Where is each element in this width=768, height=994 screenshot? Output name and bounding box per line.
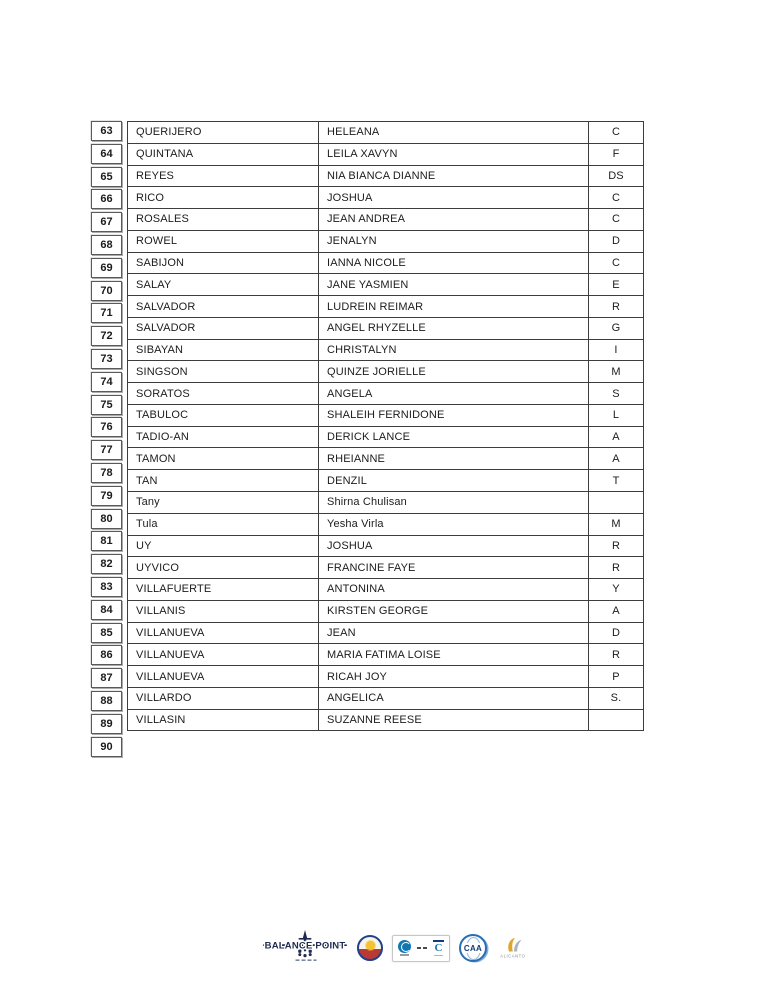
first-name-cell: JOSHUA [319, 187, 589, 209]
surname-cell: TAMON [128, 448, 319, 470]
middle-initial-cell: C [589, 252, 644, 274]
surname-cell: TABULOC [128, 404, 319, 426]
first-name-cell: Yesha Virla [319, 513, 589, 535]
row-number: 84 [91, 600, 122, 620]
row-number: 79 [91, 486, 122, 506]
balance-point-label: BALANCE POINT [264, 940, 346, 952]
surname-cell: SORATOS [128, 383, 319, 405]
row-number: 76 [91, 417, 122, 437]
row-number: 86 [91, 645, 122, 665]
row-number: 78 [91, 463, 122, 483]
middle-initial-cell: S. [589, 687, 644, 709]
row-number: 83 [91, 577, 122, 597]
first-name-cell: LUDREIN REIMAR [319, 296, 589, 318]
middle-initial-cell: P [589, 666, 644, 688]
table-row [128, 230, 644, 252]
first-name-cell: DERICK LANCE [319, 426, 589, 448]
surname-cell: VILLASIN [128, 709, 319, 731]
first-name-cell: ANGELICA [319, 687, 589, 709]
table-row [128, 165, 644, 187]
surname-cell: TAN [128, 470, 319, 492]
table-row [128, 274, 644, 296]
middle-initial-cell: Y [589, 579, 644, 601]
table-row [128, 383, 644, 405]
table-row [128, 209, 644, 231]
row-number: 89 [91, 714, 122, 734]
surname-cell: SALVADOR [128, 317, 319, 339]
surname-cell: SIBAYAN [128, 339, 319, 361]
table-row [128, 426, 644, 448]
first-name-cell: SHALEIH FERNIDONE [319, 404, 589, 426]
first-name-cell: JOSHUA [319, 535, 589, 557]
surname-cell: VILLAFUERTE [128, 579, 319, 601]
first-name-cell: Shirna Chulisan [319, 492, 589, 514]
row-number: 85 [91, 623, 122, 643]
row-number: 69 [91, 258, 122, 278]
certification-mark-icon [398, 940, 411, 956]
alicanto-label: ALICANTO [500, 953, 526, 959]
first-name-cell: RHEIANNE [319, 448, 589, 470]
table-row [128, 492, 644, 514]
middle-initial-cell: R [589, 644, 644, 666]
row-number: 80 [91, 509, 122, 529]
row-number: 73 [91, 349, 122, 369]
middle-initial-cell: L [589, 404, 644, 426]
first-name-cell: HELEANA [319, 122, 589, 144]
middle-initial-cell: R [589, 296, 644, 318]
roster-table [127, 121, 644, 731]
middle-initial-cell: M [589, 361, 644, 383]
surname-cell: SINGSON [128, 361, 319, 383]
surname-cell: VILLANUEVA [128, 622, 319, 644]
first-name-cell: ANTONINA [319, 579, 589, 601]
certification-marks-logo [392, 935, 450, 962]
surname-cell: ROWEL [128, 230, 319, 252]
middle-initial-cell: E [589, 274, 644, 296]
middle-initial-cell: A [589, 426, 644, 448]
first-name-cell: MARIA FATIMA LOISE [319, 644, 589, 666]
middle-initial-cell: R [589, 557, 644, 579]
surname-cell: VILLANIS [128, 600, 319, 622]
middle-initial-cell: S [589, 383, 644, 405]
surname-cell: REYES [128, 165, 319, 187]
surname-cell: UYVICO [128, 557, 319, 579]
surname-cell: VILLARDO [128, 687, 319, 709]
middle-initial-cell: A [589, 600, 644, 622]
row-number: 70 [91, 281, 122, 301]
middle-initial-cell: C [589, 187, 644, 209]
table-row [128, 644, 644, 666]
caa-label: CAA [463, 943, 483, 953]
middle-initial-cell [589, 709, 644, 731]
certification-c-mark-icon: C [434, 942, 443, 954]
surname-cell: VILLANUEVA [128, 644, 319, 666]
surname-cell: SABIJON [128, 252, 319, 274]
middle-initial-cell: DS [589, 165, 644, 187]
middle-initial-cell [589, 492, 644, 514]
first-name-cell: KIRSTEN GEORGE [319, 600, 589, 622]
first-name-cell: DENZIL [319, 470, 589, 492]
first-name-cell: CHRISTALYN [319, 339, 589, 361]
row-number: 81 [91, 531, 122, 551]
middle-initial-cell: A [589, 448, 644, 470]
alicanto-bird-icon [503, 937, 523, 953]
surname-cell: VILLANUEVA [128, 666, 319, 688]
row-number: 90 [91, 737, 122, 757]
table-row [128, 600, 644, 622]
table-row [128, 122, 644, 144]
balance-point-logo [262, 928, 348, 968]
row-number: 64 [91, 144, 122, 164]
first-name-cell: ANGELA [319, 383, 589, 405]
table-row [128, 317, 644, 339]
first-name-cell: JENALYN [319, 230, 589, 252]
middle-initial-cell: F [589, 143, 644, 165]
first-name-cell: NIA BIANCA DIANNE [319, 165, 589, 187]
row-number: 74 [91, 372, 122, 392]
row-number: 71 [91, 303, 122, 323]
first-name-cell: JEAN [319, 622, 589, 644]
surname-cell: QUINTANA [128, 143, 319, 165]
row-number: 77 [91, 440, 122, 460]
footer-logos [0, 924, 768, 972]
surname-cell: SALAY [128, 274, 319, 296]
row-number: 68 [91, 235, 122, 255]
first-name-cell: IANNA NICOLE [319, 252, 589, 274]
first-name-cell: JANE YASMIEN [319, 274, 589, 296]
table-row [128, 513, 644, 535]
table-row [128, 448, 644, 470]
first-name-cell: JEAN ANDREA [319, 209, 589, 231]
surname-cell: SALVADOR [128, 296, 319, 318]
row-number: 63 [91, 121, 122, 141]
middle-initial-cell: G [589, 317, 644, 339]
table-row [128, 579, 644, 601]
middle-initial-cell: D [589, 230, 644, 252]
middle-initial-cell: C [589, 122, 644, 144]
certification-divider-icon [417, 947, 427, 949]
table-row [128, 296, 644, 318]
surname-cell: Tula [128, 513, 319, 535]
airplane-icon [262, 928, 348, 968]
table-row [128, 622, 644, 644]
table-row [128, 187, 644, 209]
first-name-cell: SUZANNE REESE [319, 709, 589, 731]
row-number: 66 [91, 189, 122, 209]
table-row [128, 666, 644, 688]
first-name-cell: LEILA XAVYN [319, 143, 589, 165]
row-number: 67 [91, 212, 122, 232]
row-number: 65 [91, 167, 122, 187]
surname-cell: TADIO-AN [128, 426, 319, 448]
surname-cell: RICO [128, 187, 319, 209]
row-number: 72 [91, 326, 122, 346]
middle-initial-cell: D [589, 622, 644, 644]
row-number: 82 [91, 554, 122, 574]
middle-initial-cell: C [589, 209, 644, 231]
first-name-cell: FRANCINE FAYE [319, 557, 589, 579]
surname-cell: UY [128, 535, 319, 557]
first-name-cell: QUINZE JORIELLE [319, 361, 589, 383]
table-row [128, 687, 644, 709]
row-number: 87 [91, 668, 122, 688]
first-name-cell: RICAH JOY [319, 666, 589, 688]
middle-initial-cell: I [589, 339, 644, 361]
government-seal-icon [357, 935, 383, 961]
table-row [128, 143, 644, 165]
table-row [128, 361, 644, 383]
middle-initial-cell: T [589, 470, 644, 492]
middle-initial-cell: R [589, 535, 644, 557]
table-row [128, 339, 644, 361]
alicanto-logo [496, 937, 530, 960]
caa-logo [459, 934, 487, 962]
table-row [128, 470, 644, 492]
row-number: 88 [91, 691, 122, 711]
surname-cell: Tany [128, 492, 319, 514]
middle-initial-cell: M [589, 513, 644, 535]
table-row [128, 709, 644, 731]
row-number: 75 [91, 395, 122, 415]
table-row [128, 252, 644, 274]
surname-cell: ROSALES [128, 209, 319, 231]
table-row [128, 557, 644, 579]
table-row [128, 404, 644, 426]
table-row [128, 535, 644, 557]
first-name-cell: ANGEL RHYZELLE [319, 317, 589, 339]
surname-cell: QUERIJERO [128, 122, 319, 144]
row-number-column [91, 121, 122, 759]
